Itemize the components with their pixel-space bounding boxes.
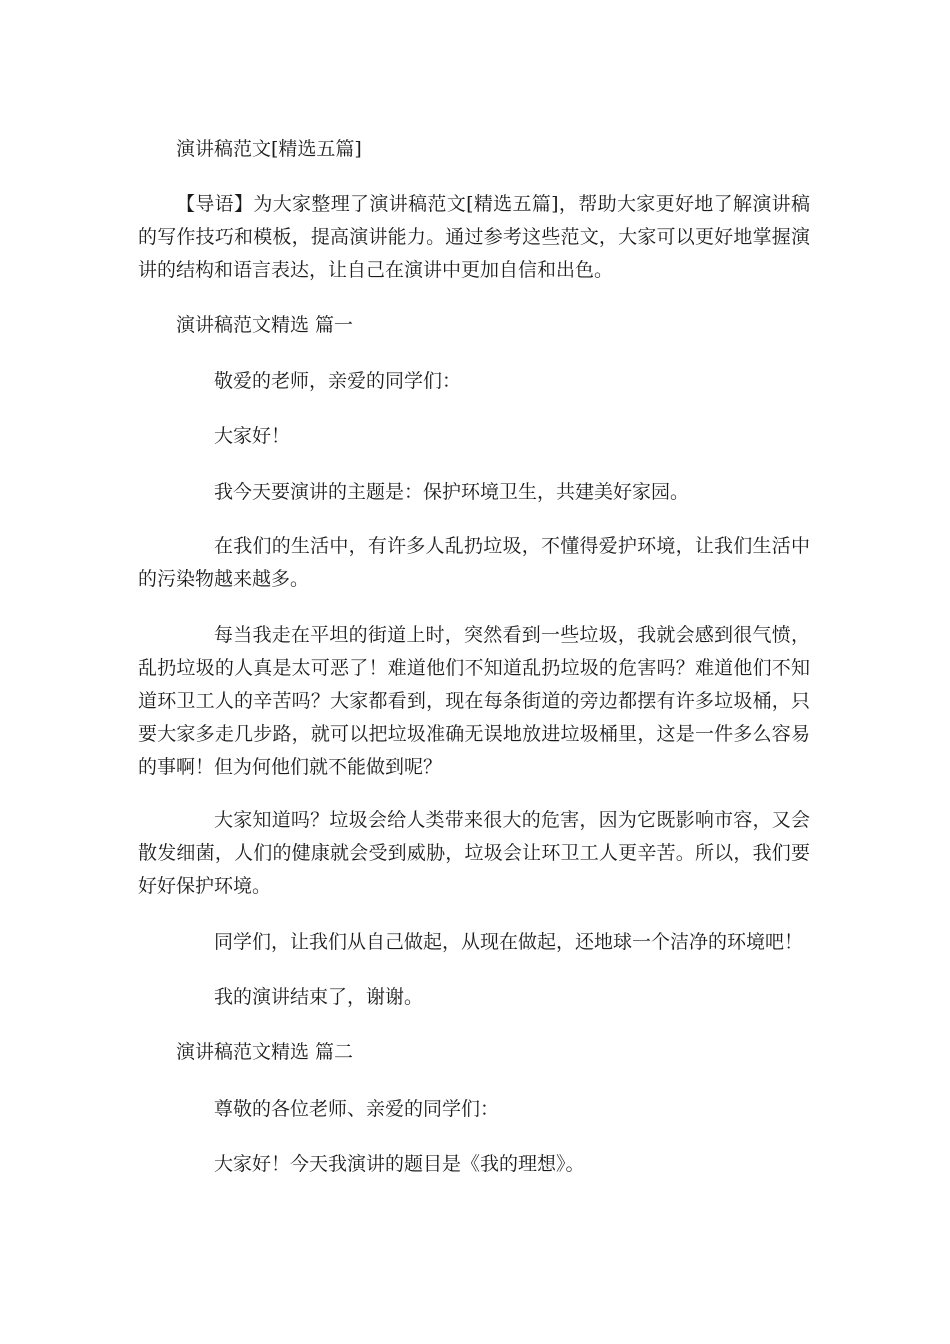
body-paragraph: 大家知道吗？垃圾会给人类带来很大的危害，因为它既影响市容，又会散发细菌，人们的健康就会受到威胁，垃圾会让环卫工人更辛苦。所以，我们要好好保护环境。 bbox=[138, 809, 810, 897]
document-title: 演讲稿范文[精选五篇] bbox=[176, 138, 362, 160]
body-paragraph: 同学们，让我们从自己做起，从现在做起，还地球一个洁净的环境吧！ bbox=[214, 931, 804, 953]
section-heading: 演讲稿范文精选 篇一 bbox=[176, 314, 354, 336]
body-paragraph: 在我们的生活中，有许多人乱扔垃圾，不懂得爱护环境，让我们生活中的污染物越来越多。 bbox=[138, 535, 810, 590]
body-paragraph: 我今天要演讲的主题是：保护环境卫生，共建美好家园。 bbox=[214, 481, 690, 503]
body-paragraph: 大家好！ bbox=[214, 425, 291, 447]
body-paragraph: 尊敬的各位老师、亲爱的同学们： bbox=[214, 1098, 500, 1120]
body-paragraph: 我的演讲结束了，谢谢。 bbox=[214, 986, 424, 1008]
section-heading: 演讲稿范文精选 篇二 bbox=[176, 1041, 354, 1063]
body-paragraph: 大家好！今天我演讲的题目是《我的理想》。 bbox=[214, 1153, 585, 1175]
intro-paragraph: 【导语】为大家整理了演讲稿范文[精选五篇]，帮助大家更好地了解演讲稿的写作技巧和模板，提高演讲能力。通过参考这些范文，大家可以更好地掌握演讲的结构和语言表达，让自己在演讲中更加自信和出色。 bbox=[138, 193, 810, 281]
body-paragraph: 每当我走在平坦的街道上时，突然看到一些垃圾，我就会感到很气愤，乱扔垃圾的人真是太可恶了！难道他们不知道乱扔垃圾的危害吗？难道他们不知道环卫工人的辛苦吗？大家都看到，现在每条街道的旁边都摆有许多垃圾桶，只要大家多走几步路，就可以把垃圾准确无误地放进垃圾桶里，这是一件多么容易的事啊！但为何他们就不能做到呢？ bbox=[138, 624, 810, 778]
body-paragraph: 敬爱的老师，亲爱的同学们： bbox=[214, 370, 462, 392]
